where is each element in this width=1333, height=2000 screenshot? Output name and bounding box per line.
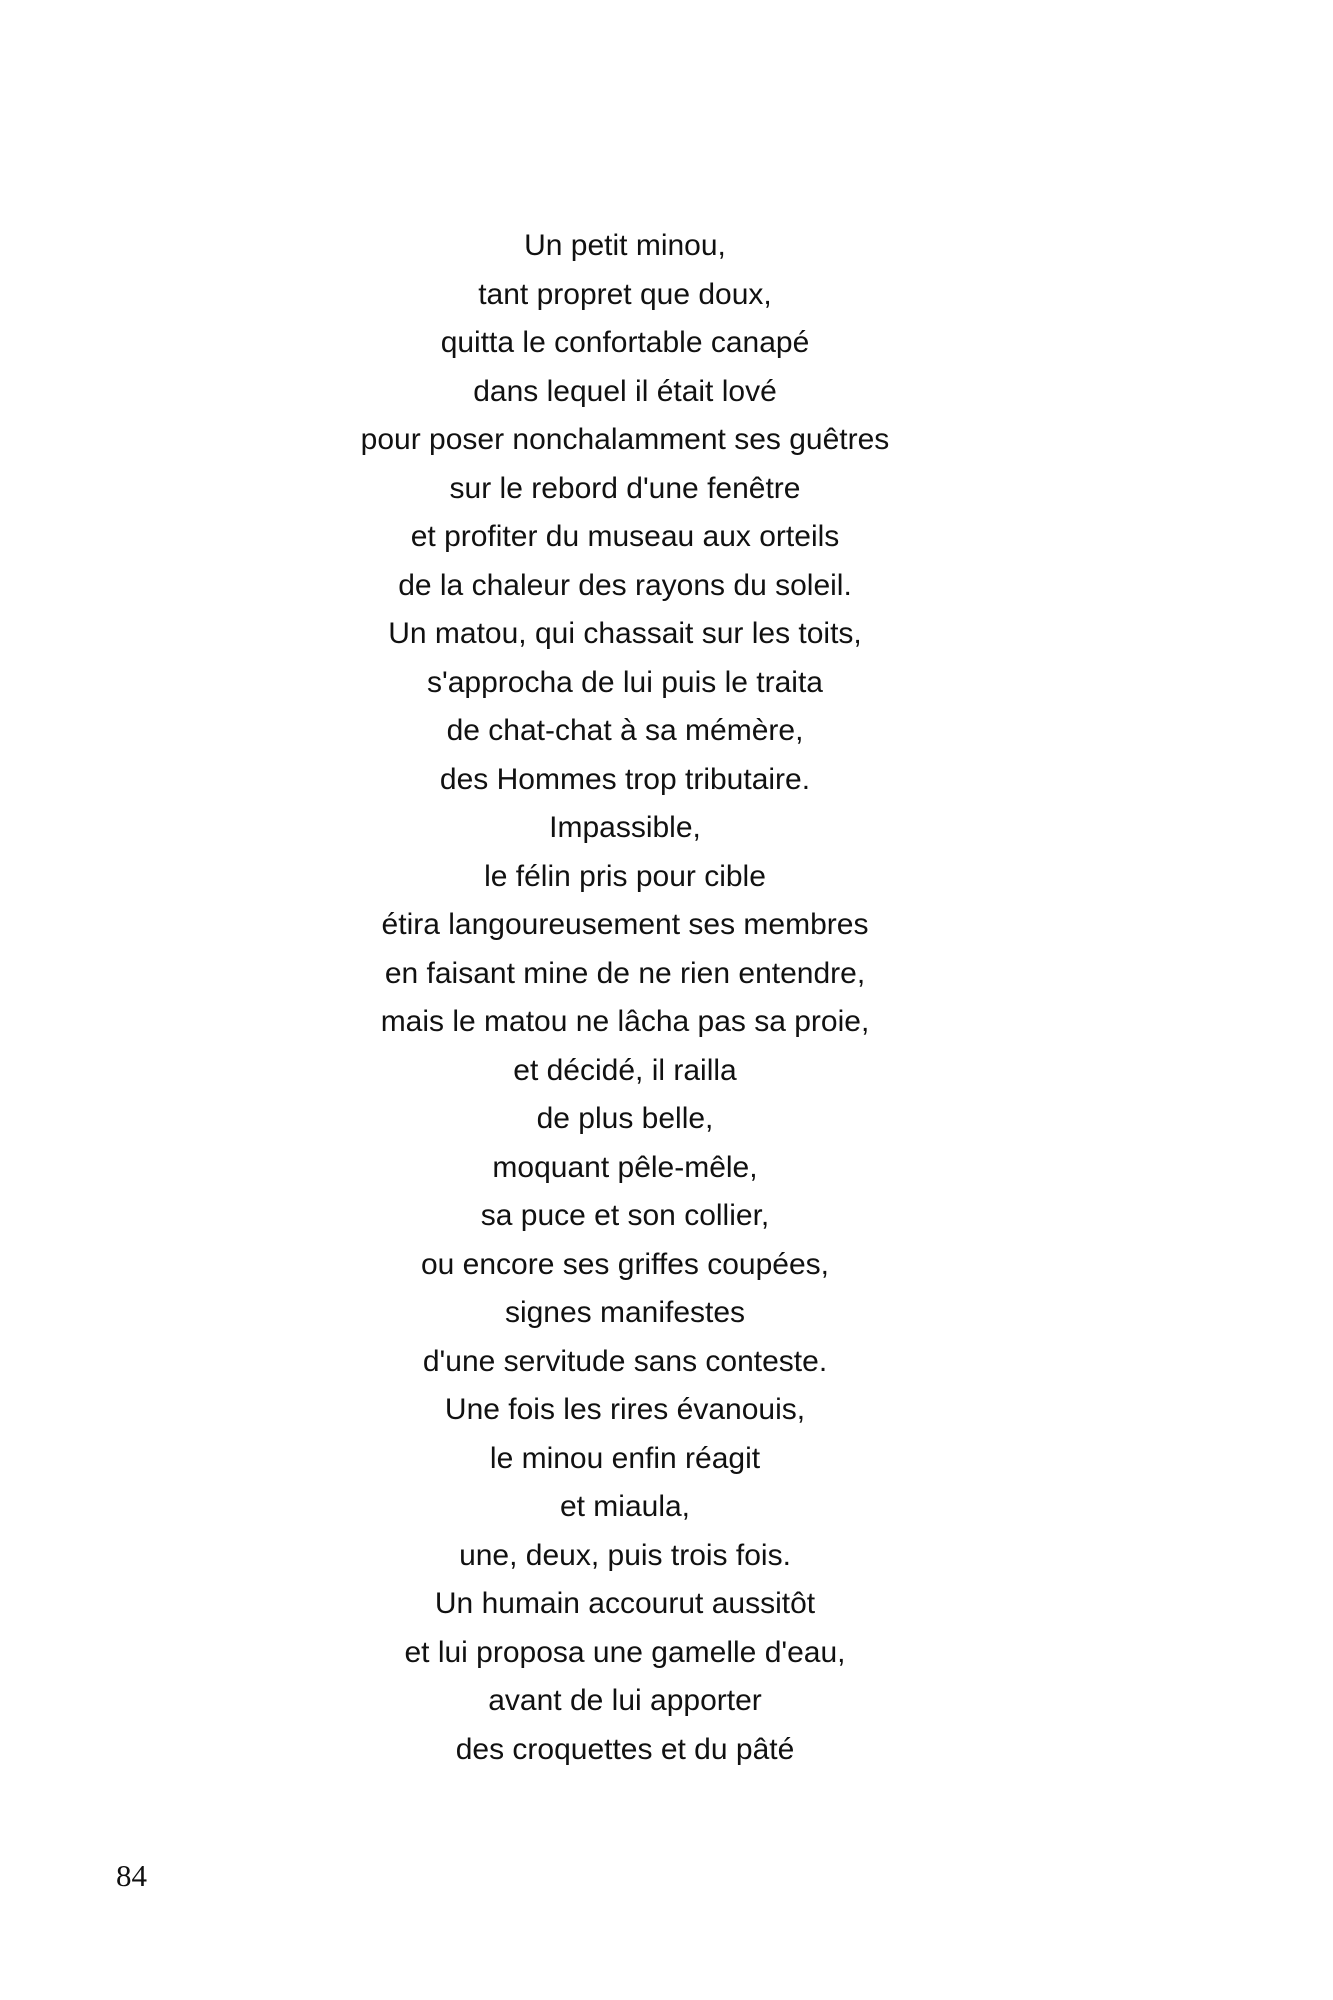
poem-line: de chat-chat à sa mémère, bbox=[446, 714, 804, 747]
poem-line: quitta le confortable canapé bbox=[440, 326, 810, 359]
poem-line: tant propret que doux, bbox=[478, 277, 772, 311]
poem-line: moquant pêle-mêle, bbox=[492, 1150, 758, 1184]
poem-line: Un humain accourut aussitôt bbox=[434, 1587, 816, 1620]
poem-line: Un matou, qui chassait sur les toits, bbox=[388, 617, 862, 650]
poem-line: le félin pris pour cible bbox=[484, 859, 766, 893]
poem-line: dans lequel il était lové bbox=[473, 374, 777, 408]
poem-line: en faisant mine de ne rien entendre, bbox=[384, 956, 866, 990]
poem-line: mais le matou ne lâcha pas sa proie, bbox=[380, 1005, 870, 1038]
poem-line: Impassible, bbox=[549, 811, 701, 844]
poem-line: une, deux, puis trois fois. bbox=[459, 1538, 791, 1572]
poem-line: des croquettes et du pâté bbox=[455, 1732, 795, 1766]
poem-line: et profiter du museau aux orteils bbox=[410, 520, 840, 553]
poem-line: des Hommes trop tributaire. bbox=[439, 762, 811, 796]
poem-line: d'une servitude sans conteste. bbox=[422, 1344, 828, 1378]
poem-line: de la chaleur des rayons du soleil. bbox=[398, 568, 852, 602]
poem-line: avant de lui apporter bbox=[488, 1684, 762, 1717]
poem-line: de plus belle, bbox=[536, 1102, 714, 1135]
poem-line: Une fois les rires évanouis, bbox=[444, 1393, 806, 1426]
poem-line: et lui proposa une gamelle d'eau, bbox=[404, 1635, 846, 1669]
poem-line: et miaula, bbox=[559, 1490, 691, 1523]
poem-line: ou encore ses griffes coupées, bbox=[420, 1247, 830, 1281]
poem-line: le minou enfin réagit bbox=[489, 1441, 761, 1475]
poem-text bbox=[0, 222, 1250, 1774]
poem-line: pour poser nonchalamment ses guêtres bbox=[360, 423, 890, 456]
poem-line: sur le rebord d'une fenêtre bbox=[449, 471, 801, 505]
poem-line: s'approcha de lui puis le traita bbox=[427, 665, 823, 699]
poem-line: sa puce et son collier, bbox=[480, 1199, 770, 1232]
page-number: 84 bbox=[116, 1858, 147, 1893]
poem-line: et décidé, il railla bbox=[513, 1053, 737, 1087]
poem-line: Un petit minou, bbox=[524, 229, 726, 262]
poem-line: signes manifestes bbox=[504, 1296, 746, 1329]
poem-line: étira langoureusement ses membres bbox=[381, 908, 869, 941]
